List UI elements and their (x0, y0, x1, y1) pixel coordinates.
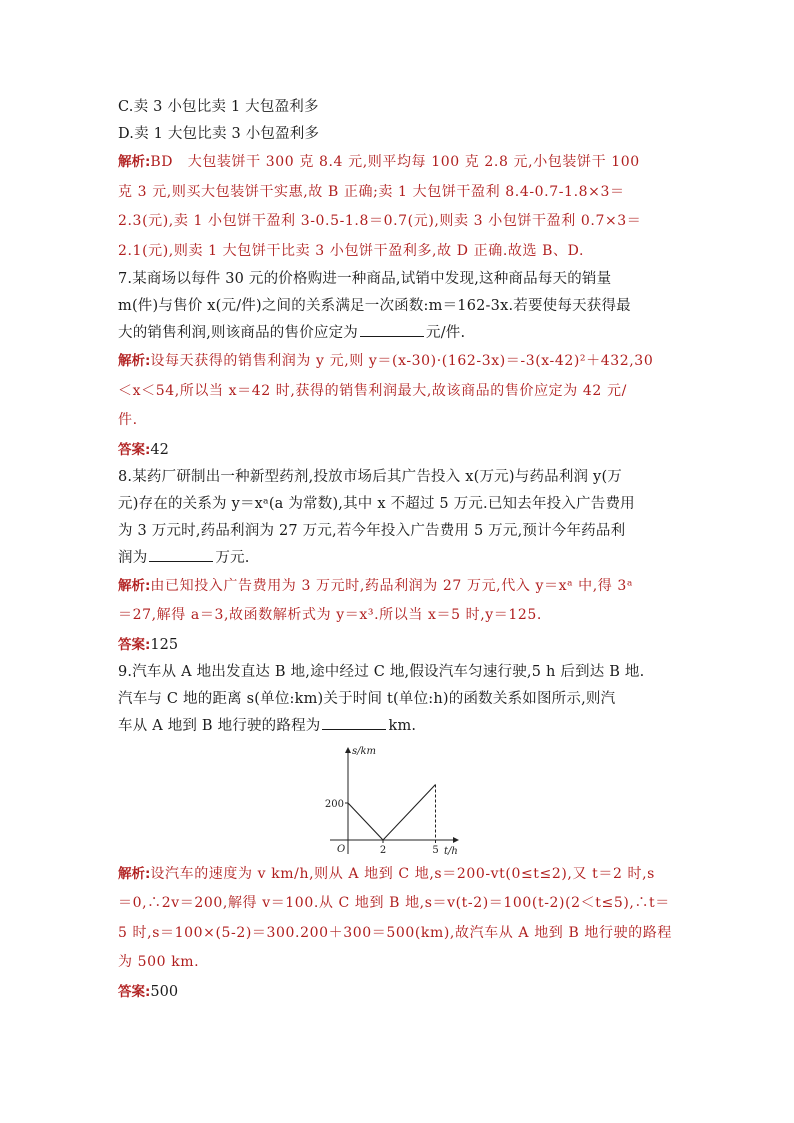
q9-line-2: 汽车与 C 地的距离 s(单位:km)关于时间 t(单位:h)的函数关系如图所示,则汽 (118, 690, 616, 707)
q6-solution-line-1: 解析:BD 大包装饼干 300 克 8.4 元,则平均每 100 克 2.8 元,小包装饼干 100 (118, 154, 640, 170)
answer-label: 答案: (118, 441, 151, 458)
q7-solution-line-1: 解析:设每天获得的销售利润为 y 元,则 y＝(x-30)·(162-3x)＝-3(x-42)²＋432,30 (118, 353, 654, 369)
solution-label: 解析: (118, 577, 151, 594)
answer-label: 答案: (118, 636, 151, 653)
answer-blank (360, 322, 424, 337)
answer-value: 500 (150, 983, 179, 1000)
q9-solution-line-4: 为 500 km. (118, 954, 200, 970)
series-line (348, 784, 436, 840)
answer-blank (322, 715, 386, 730)
q7-solution-line-2: ＜x＜54,所以当 x＝42 时,获得的销售利润最大,故该商品的售价应定为 42 元/ (118, 382, 627, 399)
solution-label: 解析: (118, 154, 151, 170)
answer-value: 125 (150, 636, 179, 653)
q9-solution-line-3: 5 时,s＝100×(5-2)＝300.200＋300＝500(km),故汽车从 A 地到 B 地行驶的路程 (118, 924, 672, 941)
answer-label: 答案: (118, 983, 151, 1000)
q8-line-1: 8.某药厂研制出一种新型药剂,投放市场后其广告投入 x(万元)与药品利润 y(万 (118, 468, 622, 485)
answer-value: 42 (150, 441, 169, 458)
y-tick-label: 200 (324, 798, 344, 810)
q9-line-1: 9.汽车从 A 地出发直达 B 地,途中经过 C 地,假设汽车匀速行驶,5 h 后到达 B 地. (118, 663, 645, 680)
q8-answer (118, 631, 678, 659)
distance-time-graph (118, 742, 678, 860)
q8-line-2: 元)存在的关系为 y＝xᵃ(a 为常数),其中 x 不超过 5 万元.已知去年投入广告费用 (118, 495, 635, 512)
q6-solution-line-3: 2.3(元),卖 1 小包饼干盈利 3-0.5-1.8＝0.7(元),则卖 3 小包饼干盈利 0.7×3＝ (118, 213, 642, 229)
document-page (118, 94, 678, 1006)
y-axis-label: s/km (352, 745, 377, 757)
q6-solution-line-4: 2.1(元),则卖 1 大包饼干比卖 3 小包饼干盈利多,故 D 正确.故选 B、D. (118, 242, 584, 259)
q7-solution-line-3: 件. (118, 412, 138, 428)
solution-label: 解析: (118, 353, 151, 369)
origin-label: O (337, 843, 346, 855)
q8-solution-line-1: 解析:由已知投入广告费用为 3 万元时,药品利润为 27 万元,代入 y＝xᵃ 中,得 3ᵃ (118, 577, 633, 594)
q8-line-3: 为 3 万元时,药品利润为 27 万元,若今年投入广告费用 5 万元,预计今年药品利 (118, 522, 626, 539)
q7-line-2: m(件)与售价 x(元/件)之间的关系满足一次函数:m＝162-3x.若要使每天获得最 (118, 298, 631, 314)
q9-solution-line-1: 解析:设汽车的速度为 v km/h,则从 A 地到 C 地,s＝200-vt(0≤t≤2),又 t＝2 时,s (118, 865, 655, 882)
q6-solution-line-2: 克 3 元,则买大包装饼干实惠,故 B 正确;卖 1 大包饼干盈利 8.4-0.7-1.8×3＝ (118, 183, 625, 200)
answer-blank (149, 547, 213, 562)
option-d: D.卖 1 大包比卖 3 小包盈利多 (118, 126, 320, 142)
graph-svg (318, 742, 468, 858)
q7-line-1: 7.某商场以每件 30 元的价格购进一种商品,试销中发现,这种商品每天的销量 (118, 271, 612, 287)
q8-line-4: 润为 万元. (118, 545, 678, 572)
solution-label: 解析: (118, 865, 151, 882)
x-axis-label: t/h (444, 845, 458, 857)
q9-solution-line-2: ＝0,∴2v＝200,解得 v＝100.从 C 地到 B 地,s＝v(t-2)＝100(t-2)(2＜t≤5),∴t＝ (118, 895, 670, 911)
q8-solution-line-2: ＝27,解得 a＝3,故函数解析式为 y＝x³.所以当 x＝5 时,y＝125. (118, 607, 542, 623)
q9-line-3: 车从 A 地到 B 地行驶的路程为 km. (118, 713, 678, 740)
option-c: C.卖 3 小包比卖 1 大包盈利多 (118, 99, 319, 115)
x-tick-label: 5 (432, 844, 439, 856)
q7-line-3: 大的销售利润,则该商品的售价应定为 元/件. (118, 320, 678, 347)
q9-answer (118, 978, 678, 1006)
q7-answer (118, 436, 678, 464)
x-tick-label: 2 (379, 844, 387, 856)
